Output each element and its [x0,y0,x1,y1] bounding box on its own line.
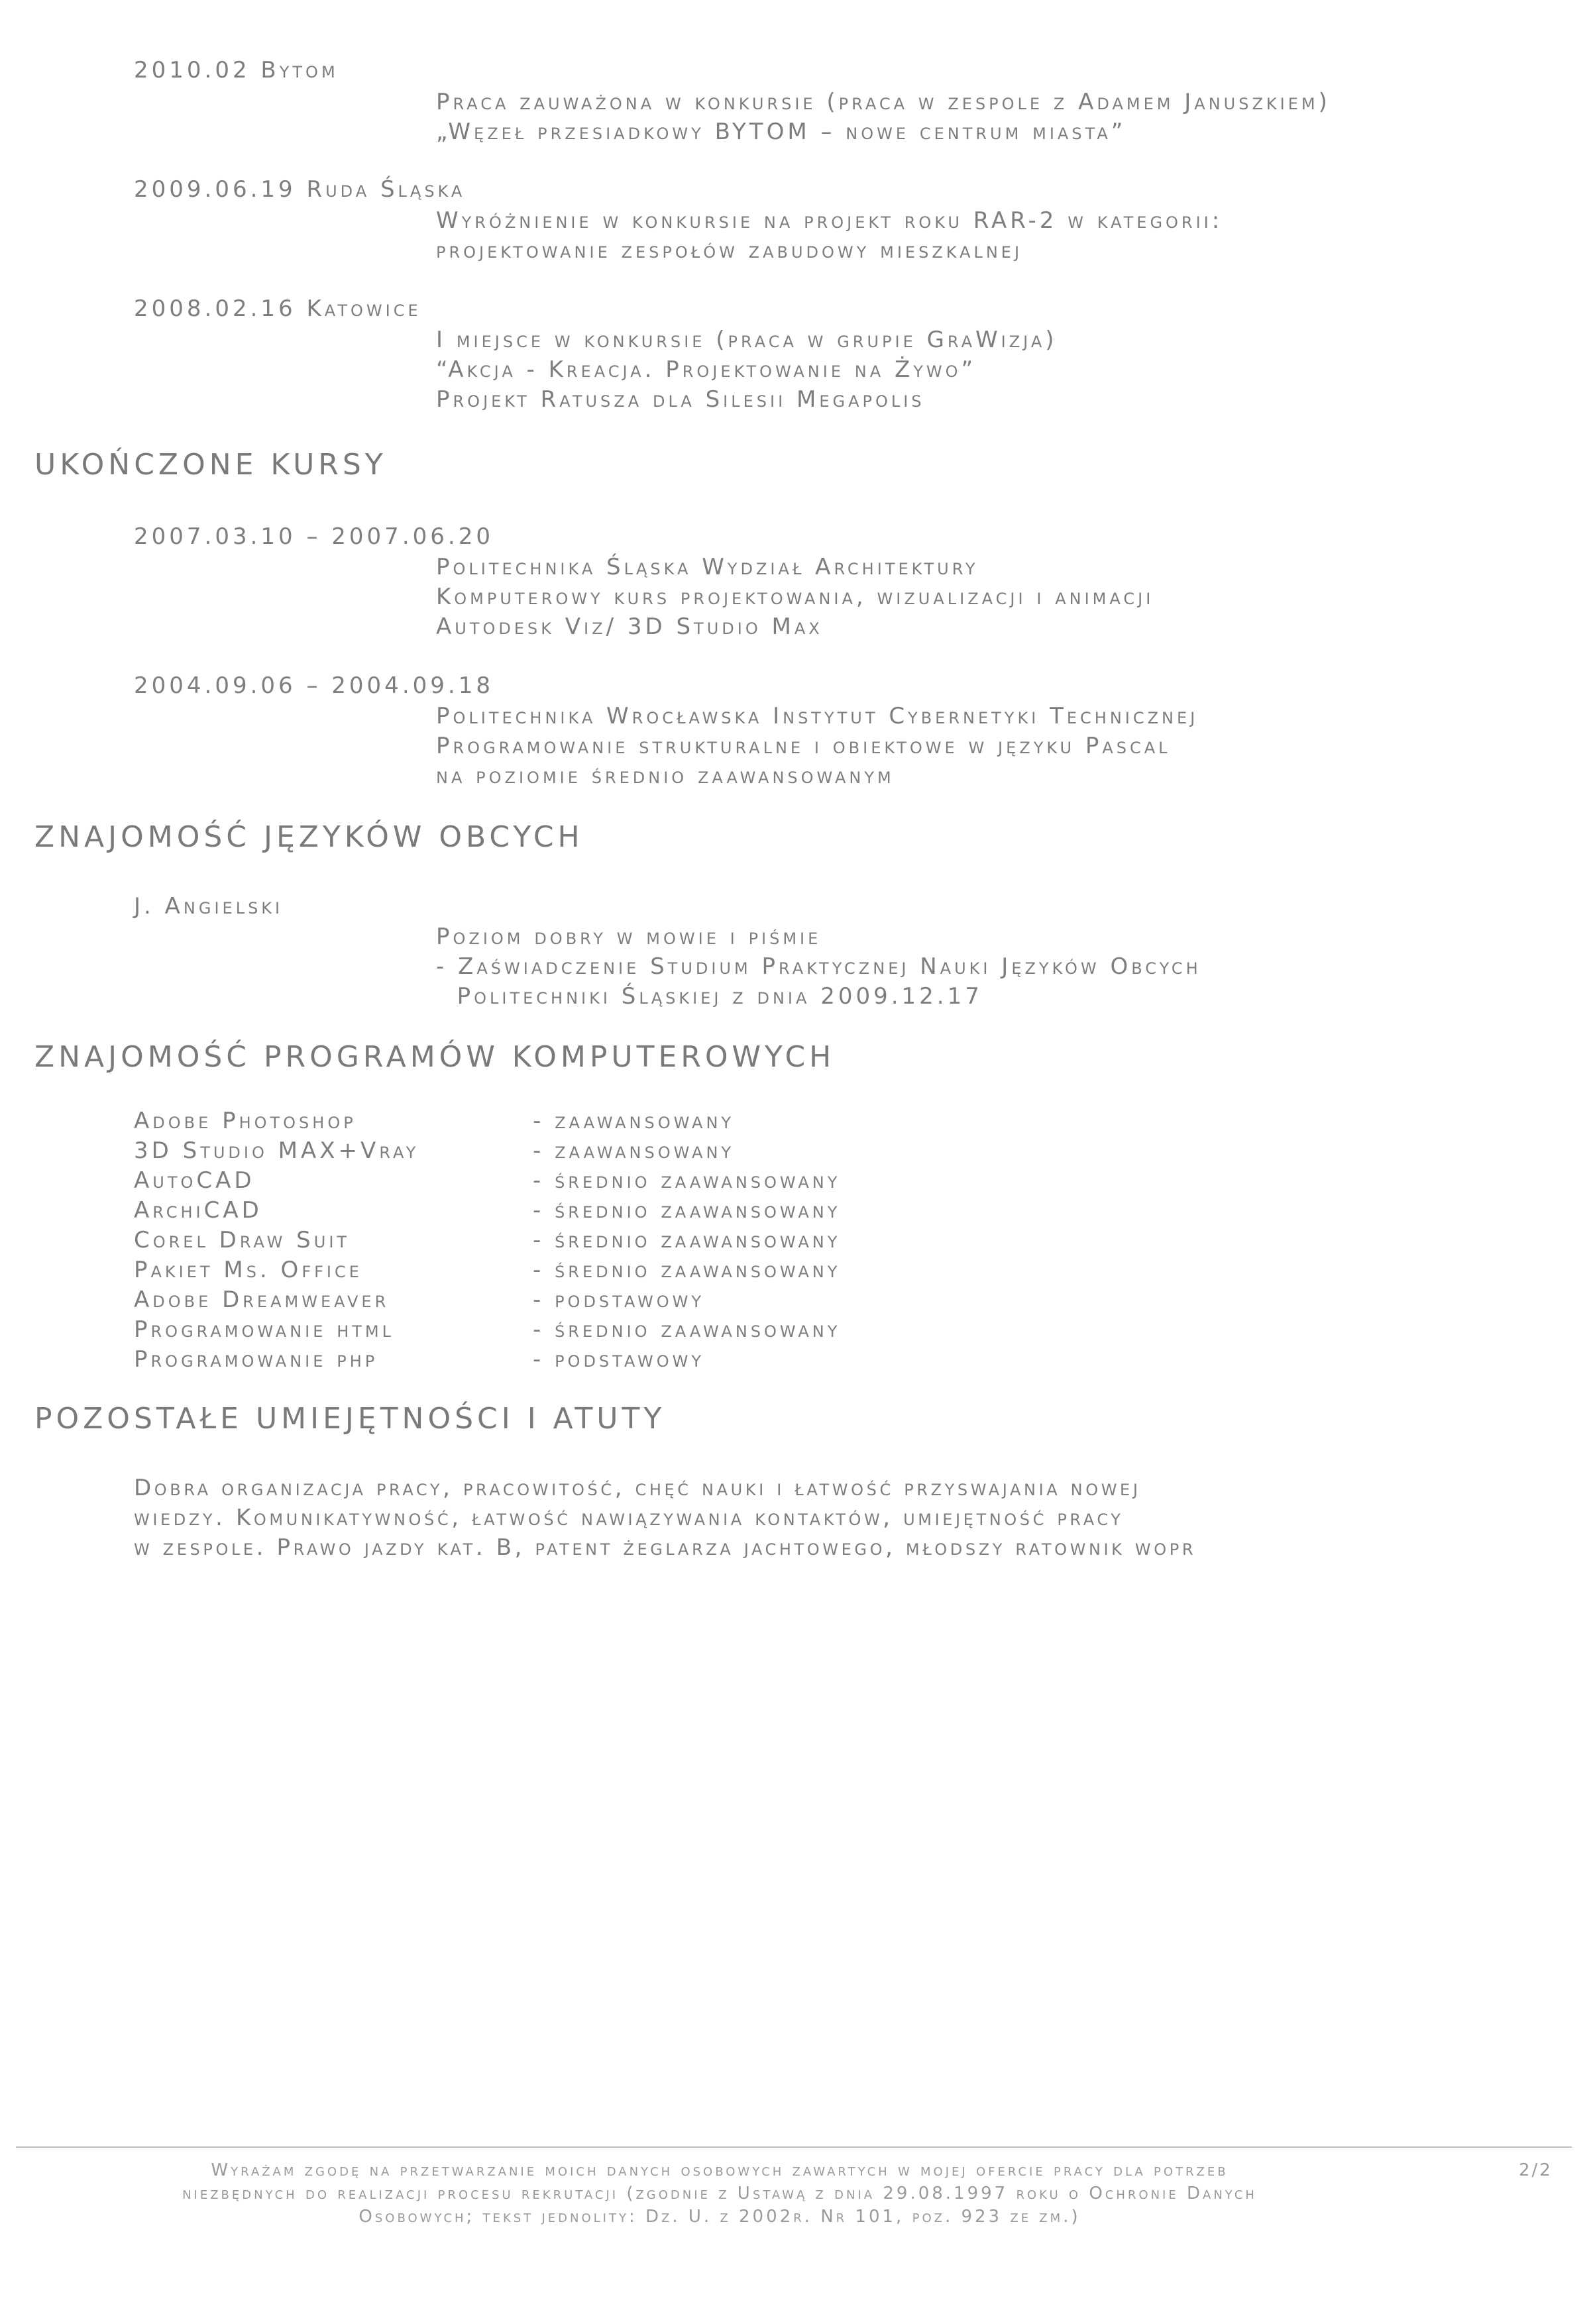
language-line: Politechniki Śląskiej z dnia 2009.12.17 [436,983,983,1010]
software-level: - podstawowy [533,1346,705,1373]
course-date: 2004.09.06 – 2004.09.18 [134,672,494,699]
software-level: - średnio zaawansowany [533,1167,841,1194]
course-line: Politechnika Śląska Wydział Architektury [436,554,979,580]
software-name: ArchiCAD [134,1197,262,1224]
competition-line: Projekt Ratusza dla Silesii Megapolis [436,386,925,413]
course-line: Programowanie strukturalne i obiektowe w języku Pascal [436,733,1171,759]
software-name: AutoCAD [134,1167,255,1194]
competition-date-place: 2008.02.16 Katowice [134,295,421,322]
software-name: Programowanie html [134,1316,395,1343]
competition-line: Praca zauważona w konkursie (praca w zespole z Adamem Januszkiem) [436,89,1331,115]
other-skills-line: w zespole. Prawo jazdy kat. B, patent żeglarza jachtowego, młodszy ratownik wopr [134,1534,1197,1561]
gdpr-consent-line: niezbędnych do realizacji procesu rekrutacji (zgodnie z Ustawą z dnia 29.08.1997 roku o Ochronie Danych [182,2184,1257,2203]
software-level: - zaawansowany [533,1108,735,1134]
section-heading-software: ZNAJOMOŚĆ PROGRAMÓW KOMPUTEROWYCH [34,1040,836,1074]
competition-line: I miejsce w konkursie (praca w grupie GraWizja) [436,327,1058,353]
course-date: 2007.03.10 – 2007.06.20 [134,523,494,550]
software-level: - średnio zaawansowany [533,1257,841,1283]
page-number: 2/2 [1519,2160,1553,2180]
language-name: J. Angielski [134,893,284,920]
language-line: - Zaświadczenie Studium Praktycznej Nauki Języków Obcych [436,953,1201,980]
software-name: Adobe Dreamweaver [134,1287,390,1313]
course-line: na poziomie średnio zaawansowanym [436,763,895,789]
other-skills-line: wiedzy. Komunikatywność, łatwość nawiązywania kontaktów, umiejętność pracy [134,1505,1124,1531]
competition-date-place: 2010.02 Bytom [134,57,339,83]
gdpr-consent-line: Osobowych; tekst jednolity: Dz. U. z 2002r. Nr 101, poz. 923 ze zm.) [358,2207,1081,2227]
software-name: 3D Studio MAX+Vray [134,1137,419,1164]
software-name: Pakiet Ms. Office [134,1257,362,1283]
competition-line: “Akcja - Kreacja. Projektowanie na Żywo” [436,356,977,383]
language-line: Poziom dobry w mowie i piśmie [436,924,822,950]
software-level: - średnio zaawansowany [533,1227,841,1253]
software-level: - podstawowy [533,1287,705,1313]
gdpr-consent-line: Wyrażam zgodę na przetwarzanie moich danych osobowych zawartych w mojej ofercie pracy dla potrzeb [211,2160,1229,2180]
competition-line: Wyróżnienie w konkursie na projekt roku RAR-2 w kategorii: [436,207,1223,234]
software-level: - zaawansowany [533,1137,735,1164]
competition-line: „Węzeł przesiadkowy BYTOM – nowe centrum miasta” [436,119,1126,145]
software-name: Programowanie php [134,1346,378,1373]
section-heading-languages: ZNAJOMOŚĆ JĘZYKÓW OBCYCH [34,820,584,854]
software-level: - średnio zaawansowany [533,1316,841,1343]
software-name: Corel Draw Suit [134,1227,351,1253]
course-line: Politechnika Wrocławska Instytut Cybernetyki Technicznej [436,703,1199,729]
software-level: - średnio zaawansowany [533,1197,841,1224]
course-line: Autodesk Viz/ 3D Studio Max [436,613,823,640]
other-skills-line: Dobra organizacja pracy, pracowitość, chęć nauki i łatwość przyswajania nowej [134,1475,1141,1501]
competition-date-place: 2009.06.19 Ruda Śląska [134,176,466,203]
software-name: Adobe Photoshop [134,1108,357,1134]
footer-divider [16,2146,1572,2148]
competition-line: projektowanie zespołów zabudowy mieszkalnej [436,237,1023,264]
course-line: Komputerowy kurs projektowania, wizualizacji i animacji [436,584,1154,610]
section-heading-courses: UKOŃCZONE KURSY [34,448,387,482]
section-heading-other-skills: POZOSTAŁE UMIEJĘTNOŚCI I ATUTY [34,1402,666,1436]
